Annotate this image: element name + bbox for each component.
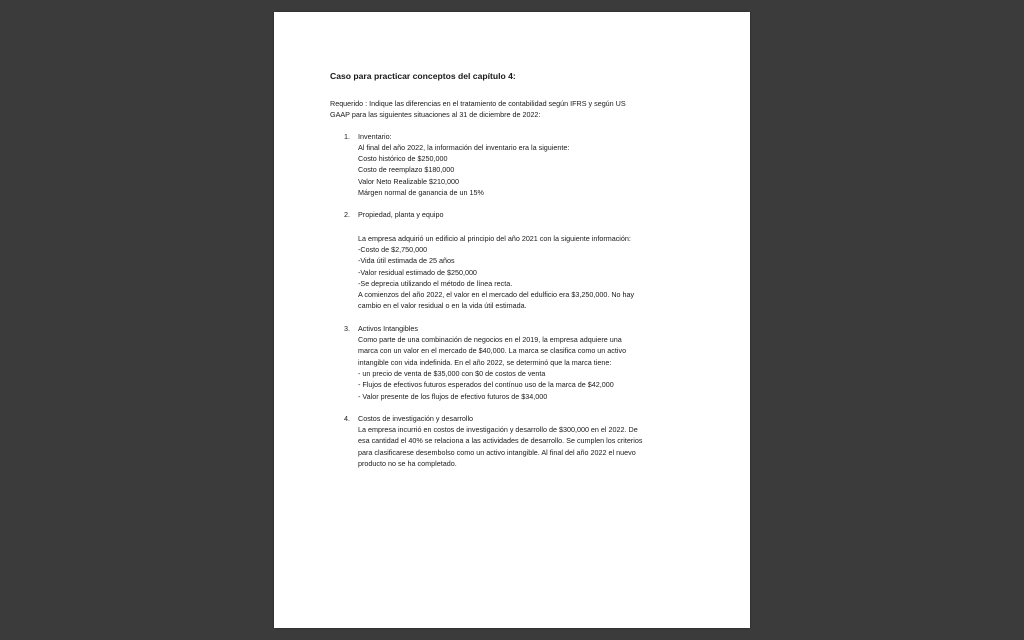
section-line: -Se deprecia utilizando el método de línea recta.: [358, 278, 513, 288]
section-line: Márgen normal de ganancia de un 15%: [358, 188, 484, 198]
section-line: Costo histórico de $250,000: [358, 154, 448, 164]
section-line: Costo de reemplazo $180,000: [358, 165, 455, 175]
section-line: -Vida útil estimada de 25 años: [358, 256, 455, 266]
requirement-line: Requerido : Indique las diferencias en el tratamiento de contabilidad según IFRS y según US: [330, 99, 626, 108]
section-heading: Activos Intangibles: [358, 323, 418, 333]
section-propiedad-planta-equipo: [330, 209, 700, 311]
document-page: [274, 12, 750, 628]
section-line: cambio en el valor residual o en la vida útil estimada.: [358, 301, 527, 311]
section-line: -Valor residual estimado de $250,000: [358, 267, 477, 277]
section-line: Como parte de una combinación de negocios en el 2019, la empresa adquiere una: [358, 335, 622, 345]
section-inventario: [330, 131, 700, 199]
section-line: Valor Neto Realizable $210,000: [358, 176, 459, 186]
section-line: - Flujos de efectivos futuros esperados del contínuo uso de la marca de $42,000: [358, 380, 614, 390]
section-investigacion-desarrollo: [330, 413, 700, 469]
section-activos-intangibles: [330, 323, 700, 402]
section-line: La empresa adquirió un edificio al principio del año 2021 con la siguiente información:: [358, 233, 631, 243]
document-content: [330, 70, 700, 469]
section-line: - un precio de venta de $35,000 con $0 de costos de venta: [358, 368, 546, 378]
section-line: -Costo de $2,750,000: [358, 244, 428, 254]
section-number: 1.: [344, 131, 350, 141]
section-line: Al final del año 2022, la información del inventario era la siguiente:: [358, 142, 570, 152]
section-line: intangible con vida indefinida. En el año 2022, se determinó que la marca tiene:: [358, 357, 612, 367]
section-number: 4.: [344, 413, 350, 423]
section-line: marca con un valor en el mercado de $40,000. La marca se clasifica como un activo: [358, 346, 627, 356]
section-line: La empresa incurrió en costos de investigación y desarrollo de $300,000 en el 2022. De: [358, 425, 638, 435]
section-line: producto no se ha completado.: [358, 459, 457, 469]
requirement-line: GAAP para las siguientes situaciones al 31 de diciembre de 2022:: [330, 110, 541, 120]
section-line: A comienzos del año 2022, el valor en el mercado del edulficio era $3,250,000. No hay: [358, 290, 635, 300]
section-number: 2.: [344, 210, 350, 220]
section-line: - Valor presente de los flujos de efectivo futuros de $34,000: [358, 391, 548, 401]
document-title: Caso para practicar conceptos del capítulo 4:: [330, 71, 516, 81]
section-number: 3.: [344, 323, 350, 333]
section-line: para clasificarese desembolso como un activo intangible. Al final del año 2022 el nuevo: [358, 447, 636, 457]
section-line: esa cantidad el 40% se relaciona a las actividades de desarrollo. Se cumplen los criterios: [358, 436, 643, 446]
section-heading: Propiedad, planta y equipo: [358, 210, 444, 220]
requirement-paragraph: [330, 98, 700, 121]
section-heading: Inventario:: [358, 131, 392, 141]
section-heading: Costos de investigación y desarrollo: [358, 413, 474, 423]
